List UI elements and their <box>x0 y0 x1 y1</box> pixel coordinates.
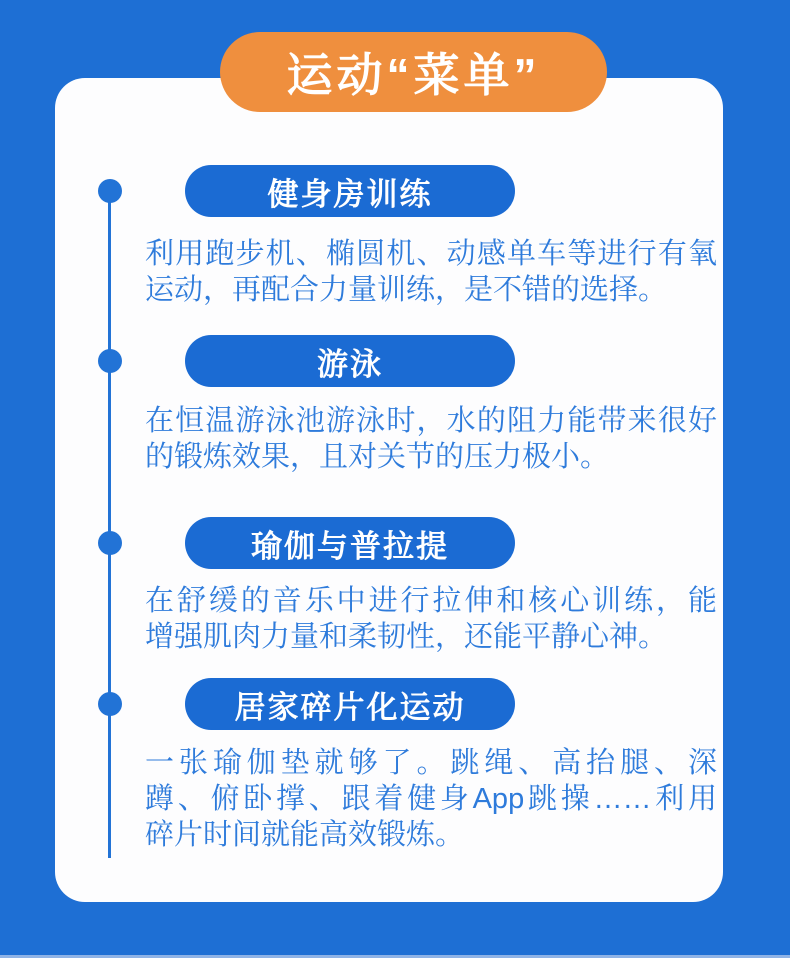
body-line: 利用跑步机、椭圆机、动感单车等进行有氧 <box>145 238 717 270</box>
section-body <box>145 236 717 308</box>
body-line: 的锻炼效果，且对关节的压力极小。 <box>145 441 610 473</box>
section-title: 游泳 <box>317 346 383 382</box>
section-title-pill <box>185 335 515 387</box>
section-body <box>145 745 717 853</box>
body-line: 运动，再配合力量训练，是不错的选择。 <box>145 274 668 306</box>
section-yoga-pilates <box>0 517 790 677</box>
body-line: 碎片时间就能高效锻炼。 <box>145 819 465 851</box>
section-home-fragmented-exercise <box>0 678 790 851</box>
section-gym-training <box>0 165 790 325</box>
body-line: 一张瑜伽垫就够了。跳绳、高抬腿、深 <box>145 747 717 779</box>
timeline-dot <box>98 692 122 716</box>
section-title-pill <box>185 165 515 217</box>
section-swimming <box>0 335 790 495</box>
body-line: 在恒温游泳池游泳时，水的阻力能带来很好 <box>145 405 717 437</box>
body-line: 在舒缓的音乐中进行拉伸和核心训练，能 <box>145 585 717 617</box>
section-body <box>145 583 717 655</box>
timeline-dot <box>98 349 122 373</box>
body-line: 蹲、俯卧撑、跟着健身App跳操……利用 <box>145 783 717 815</box>
section-title: 瑜伽与普拉提 <box>251 528 449 564</box>
section-title-pill <box>185 678 515 730</box>
timeline-dot <box>98 179 122 203</box>
body-line: 增强肌肉力量和柔韧性，还能平静心神。 <box>145 621 668 653</box>
section-body <box>145 403 717 475</box>
poster-title: 运动“菜单” <box>286 49 541 101</box>
section-title: 健身房训练 <box>267 176 433 212</box>
section-title: 居家碎片化运动 <box>234 689 466 725</box>
title-banner <box>220 32 607 112</box>
section-title-pill <box>185 517 515 569</box>
timeline-dot <box>98 531 122 555</box>
